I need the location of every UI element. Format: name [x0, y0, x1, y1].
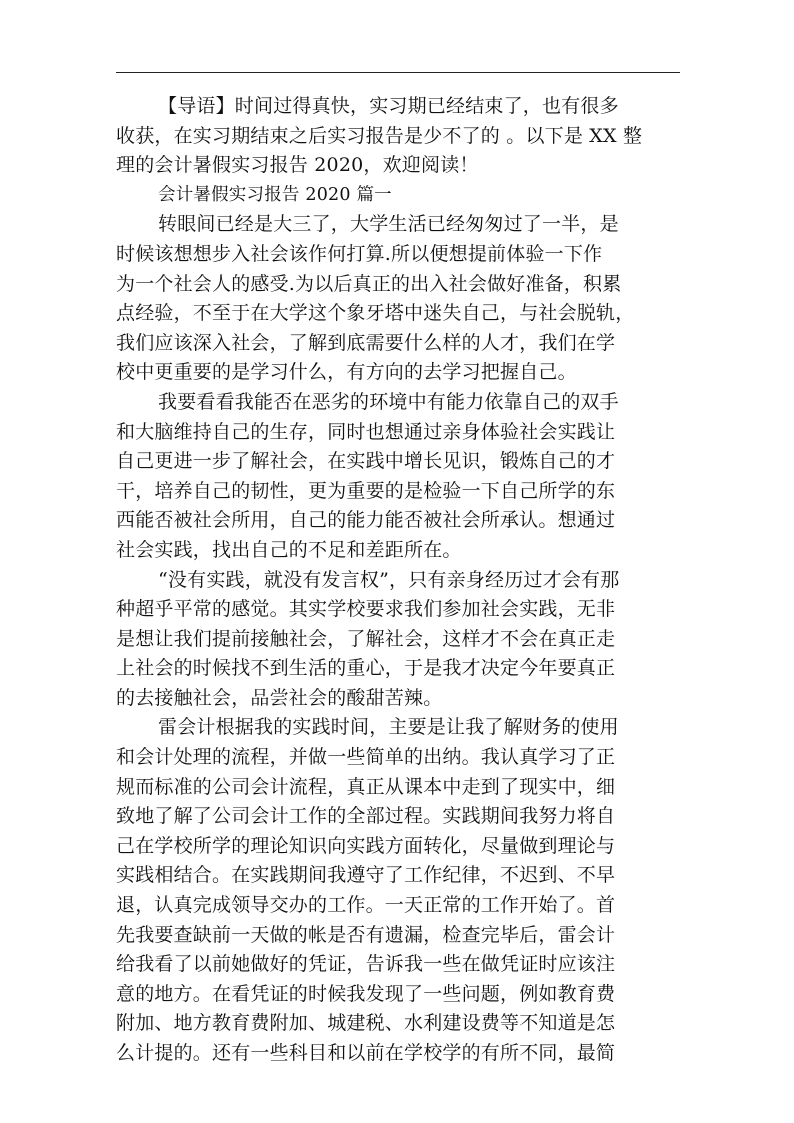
text-line: 校中更重要的是学习什么，有方向的去学习把握自己。	[116, 361, 577, 384]
text-line: 为一个社会人的感受.为以后真正的出入社会做好准备，积累	[116, 272, 622, 295]
text-line: 种超乎平常的感觉。其实学校要求我们参加社会实践，无非	[116, 598, 616, 621]
text-line: 退，认真完成领导交办的工作。一天正常的工作开始了。首	[116, 894, 616, 917]
text-line: 点经验，不至于在大学这个象牙塔中迷失自己，与社会脱轨，	[116, 302, 635, 325]
text-line: 实践相结合。在实践期间我遵守了工作纪律，不迟到、不早	[116, 864, 616, 887]
text-line: “没有实践，就没有发言权”，只有亲身经历过才会有那	[158, 568, 620, 591]
text-line: 雷会计根据我的实践时间，主要是让我了解财务的使用	[158, 716, 619, 739]
text-line: 附加、地方教育费附加、城建税、水利建设费等不知道是怎	[116, 1012, 616, 1035]
text-line: 理的会计暑假实习报告 2020，欢迎阅读！	[116, 154, 479, 177]
text-line: 时候该想想步入社会该作何打算.所以便想提前体验一下作	[116, 242, 603, 265]
header-rule	[116, 72, 680, 73]
text-line: 收获，在实习期结束之后实习报告是少不了的 。以下是 XX 整	[116, 124, 643, 147]
text-line: 我要看看我能否在恶劣的环境中有能力依靠自己的双手	[158, 390, 619, 413]
text-line: 先我要查缺前一天做的帐是否有遗漏，检查完毕后，雷会计	[116, 923, 616, 946]
text-line: 西能否被社会所用，自己的能力能否被社会所承认。想通过	[116, 509, 616, 532]
text-line: 么计提的。还有一些科目和以前在学校学的有所不同，最简	[116, 1042, 616, 1064]
text-line: 规而标准的公司会计流程，真正从课本中走到了现实中，细	[116, 775, 616, 798]
text-line: 转眼间已经是大三了，大学生活已经匆匆过了一半，是	[158, 213, 619, 236]
text-line: 是想让我们提前接触社会，了解社会，这样才不会在真正走	[116, 627, 616, 650]
section-heading: 会计暑假实习报告 2020 篇一	[158, 184, 392, 205]
text-line: 自己更进一步了解社会，在实践中增长见识，锻炼自己的才	[116, 450, 616, 473]
text-line: 和大脑维持自己的生存，同时也想通过亲身体验社会实践让	[116, 420, 616, 443]
text-line: 的去接触社会，品尝社会的酸甜苦辣。	[116, 686, 443, 709]
text-line: 上社会的时候找不到生活的重心，于是我才决定今年要真正	[116, 657, 616, 680]
document-body	[116, 92, 680, 1069]
text-line: 己在学校所学的理论知识向实践方面转化，尽量做到理论与	[116, 834, 616, 857]
text-line: 给我看了以前她做好的凭证，告诉我一些在做凭证时应该注	[116, 953, 616, 976]
text-line: 我们应该深入社会，了解到底需要什么样的人才，我们在学	[116, 331, 616, 354]
text-line: 致地了解了公司会计工作的全部过程。实践期间我努力将自	[116, 805, 616, 828]
text-line: 【导语】时间过得真快，实习期已经结束了，也有很多	[158, 95, 619, 117]
text-line: 意的地方。在看凭证的时候我发现了一些问题，例如教育费	[116, 982, 616, 1005]
text-line: 社会实践，找出自己的不足和差距所在。	[116, 538, 462, 561]
text-line: 干，培养自己的韧性，更为重要的是检验一下自己所学的东	[116, 479, 616, 502]
text-line: 和会计处理的流程，并做一些简单的出纳。我认真学习了正	[116, 746, 616, 769]
